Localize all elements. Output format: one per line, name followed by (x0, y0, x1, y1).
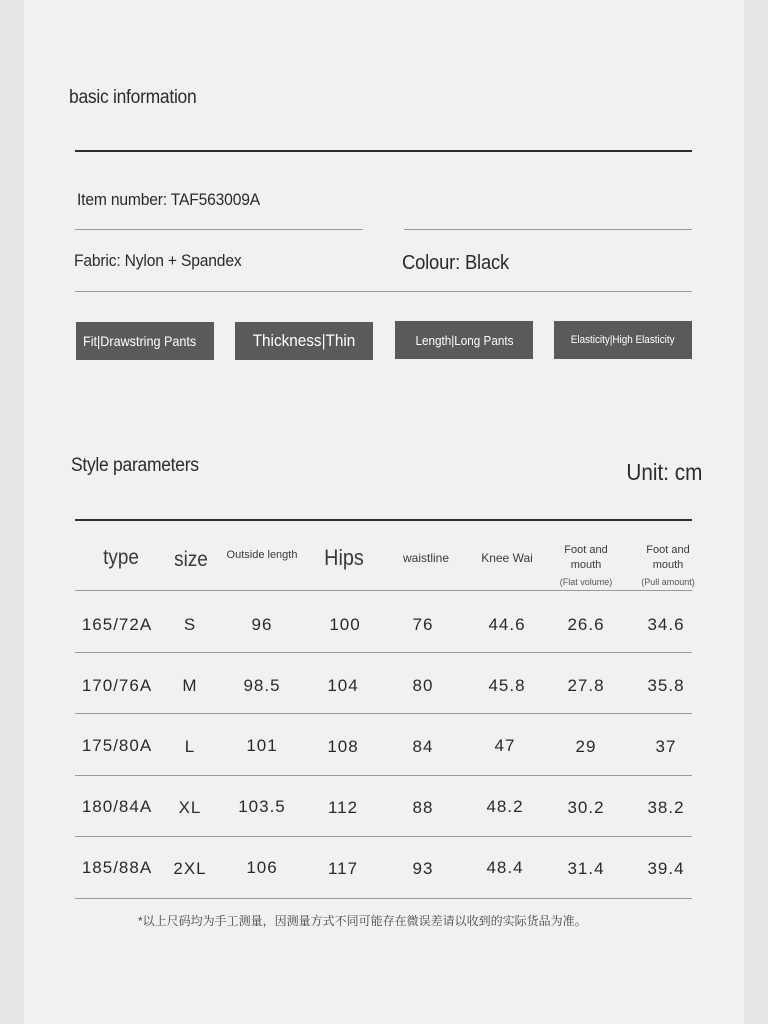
header-size: size (174, 548, 208, 571)
cell-foot-flat: 31.4 (567, 859, 605, 878)
divider (75, 713, 692, 714)
cell-outside-length: 101 (246, 736, 278, 755)
cell-waistline: 84 (412, 737, 434, 756)
unit-label: Unit: cm (626, 459, 702, 485)
tag-elasticity (554, 321, 692, 359)
tag-elasticity-label: Elasticity|High Elasticity (571, 334, 675, 346)
cell-size: 2XL (173, 859, 207, 878)
cell-foot-pull: 34.6 (647, 615, 685, 634)
cell-foot-flat: 26.6 (567, 615, 605, 634)
cell-type: 180/84A (81, 797, 153, 816)
tag-thickness (235, 322, 373, 360)
tag-fit-label: Fit|Drawstring Pants (83, 333, 197, 349)
cell-outside-length: 98.5 (243, 676, 281, 695)
tag-thickness-label: Thickness|Thin (252, 331, 356, 350)
tag-fit (76, 322, 214, 360)
cell-type: 185/88A (81, 858, 153, 877)
header-hips: Hips (324, 545, 364, 570)
cell-hips: 117 (327, 859, 359, 878)
cell-waistline: 76 (412, 615, 434, 634)
cell-hips: 112 (327, 798, 359, 817)
cell-foot-flat: 27.8 (567, 676, 605, 695)
tag-length (395, 321, 533, 359)
divider (75, 652, 692, 653)
header-foot-pull-sub: (Pull amount) (641, 577, 695, 587)
cell-size: XL (178, 798, 202, 817)
divider (75, 590, 692, 591)
cell-knee: 48.4 (486, 858, 524, 877)
cell-foot-pull: 37 (655, 737, 677, 756)
header-foot-pull (636, 543, 700, 590)
cell-waistline: 80 (412, 676, 434, 695)
cell-type: 170/76A (81, 676, 153, 695)
header-foot-flat (554, 543, 618, 590)
cell-size: S (183, 615, 197, 634)
header-foot-flat-sub: (Flat volume) (559, 577, 613, 587)
divider (75, 291, 692, 292)
cell-outside-length: 96 (251, 615, 273, 634)
divider (404, 229, 692, 230)
cell-type: 175/80A (81, 736, 153, 755)
cell-hips: 104 (327, 676, 359, 695)
section-title-style: Style parameters (71, 455, 199, 476)
header-foot-flat-label: Foot and mouth (564, 544, 608, 571)
tag-length-label: Length|Long Pants (414, 332, 514, 348)
cell-hips: 100 (329, 615, 361, 634)
cell-type: 165/72A (81, 615, 153, 634)
measurement-note: *以上尺码均为手工测量，因测量方式不同可能存在微误差请以收到的实际货品为准。 (138, 914, 587, 928)
divider (75, 775, 692, 776)
cell-knee: 45.8 (488, 676, 526, 695)
cell-knee: 48.2 (486, 797, 524, 816)
cell-waistline: 88 (412, 798, 434, 817)
cell-hips: 108 (327, 737, 359, 756)
fabric: Fabric: Nylon + Spandex (74, 251, 242, 270)
section-title-basic: basic information (69, 87, 197, 108)
item-number: Item number: TAF563009A (77, 190, 260, 209)
cell-foot-flat: 30.2 (567, 798, 605, 817)
cell-size: M (182, 676, 198, 695)
divider (75, 150, 692, 152)
cell-size: L (184, 737, 196, 756)
cell-foot-flat: 29 (575, 737, 597, 756)
cell-foot-pull: 39.4 (647, 859, 685, 878)
cell-outside-length: 106 (246, 858, 278, 877)
cell-outside-length: 103.5 (238, 797, 286, 816)
cell-foot-pull: 38.2 (647, 798, 685, 817)
header-outside-length: Outside length (226, 549, 298, 561)
header-waistline: waistline (402, 551, 450, 565)
header-foot-pull-label: Foot and mouth (646, 544, 690, 571)
cell-knee: 47 (494, 736, 516, 755)
cell-foot-pull: 35.8 (647, 676, 685, 695)
divider (75, 836, 692, 837)
header-knee: Knee Wai (481, 551, 533, 565)
divider (75, 898, 692, 899)
divider (75, 519, 692, 521)
header-type: type (103, 546, 139, 569)
colour: Colour: Black (402, 252, 510, 274)
cell-knee: 44.6 (488, 615, 526, 634)
cell-waistline: 93 (412, 859, 434, 878)
divider (75, 229, 363, 230)
